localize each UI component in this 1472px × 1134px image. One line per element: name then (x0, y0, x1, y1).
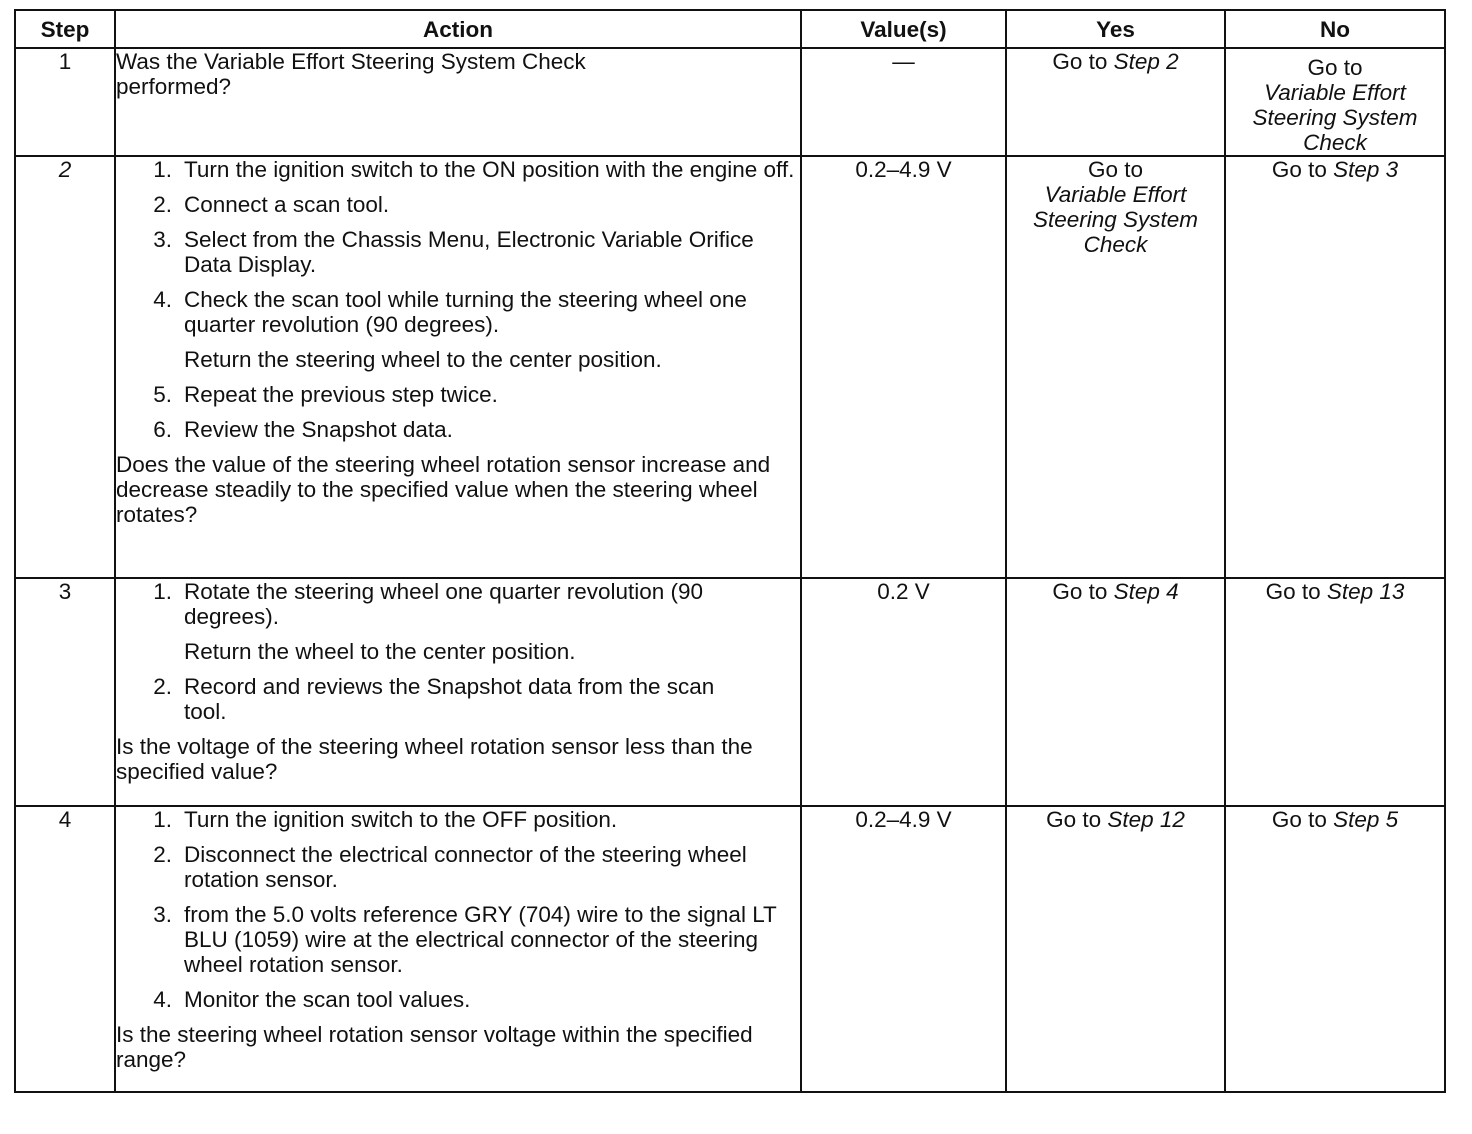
procedure-list (116, 382, 800, 442)
goto-prefix: Go to (1307, 55, 1363, 80)
goto-target: Step 5 (1333, 807, 1399, 832)
action-cell (115, 806, 801, 1092)
list-item (116, 287, 800, 337)
list-item (116, 842, 800, 892)
action-cell (115, 156, 801, 578)
value-cell: 0.2 V (801, 578, 1006, 806)
list-item (116, 417, 800, 442)
yes-cell (1006, 806, 1225, 1092)
goto-target: Variable Effort Steering System Check (1032, 182, 1199, 257)
goto-prefix: Go to (1271, 157, 1327, 182)
item-number: 2. (153, 842, 172, 867)
list-item (116, 192, 800, 217)
procedure-list (116, 674, 800, 724)
header-no: No (1225, 10, 1445, 48)
table-row (15, 156, 1445, 578)
item-number: 6. (153, 417, 172, 442)
item-number: 2. (153, 674, 172, 699)
item-note: Return the steering wheel to the center position. (184, 347, 662, 372)
item-text: from the 5.0 volts reference GRY (704) wire to the signal LT BLU (1059) wire at the electrical connector of the steering wheel rotation sensor. (184, 902, 777, 977)
list-item (116, 807, 800, 832)
step-number: 4 (15, 806, 115, 1092)
list-item (116, 579, 800, 629)
yes-cell (1006, 578, 1225, 806)
item-number: 4. (153, 287, 172, 312)
item-number: 1. (153, 807, 172, 832)
item-text: Connect a scan tool. (184, 192, 390, 217)
list-item (116, 987, 800, 1012)
goto-target: Step 4 (1113, 579, 1179, 604)
list-item (116, 382, 800, 407)
item-text: Disconnect the electrical connector of the steering wheel rotation sensor. (184, 842, 747, 892)
goto-prefix: Go to (1271, 807, 1327, 832)
list-item (116, 902, 800, 977)
list-item (116, 674, 800, 724)
item-number: 1. (153, 579, 172, 604)
no-cell (1225, 578, 1445, 806)
item-text: Repeat the previous step twice. (184, 382, 498, 407)
action-question: Does the value of the steering wheel rotation sensor increase and decrease steadily to the specified value when the steering wheel rotates? (116, 452, 771, 527)
action-cell (115, 578, 801, 806)
action-question: Was the Variable Effort Steering System Check performed? (116, 49, 586, 99)
no-cell (1225, 156, 1445, 578)
procedure-list (116, 579, 800, 629)
no-cell (1225, 48, 1445, 156)
list-item (116, 227, 800, 277)
action-question: Is the voltage of the steering wheel rotation sensor less than the specified value? (116, 734, 753, 784)
goto-prefix: Go to (1265, 579, 1321, 604)
item-text: Select from the Chassis Menu, Electronic Variable Orifice Data Display. (184, 227, 754, 277)
goto-prefix: Go to (1087, 157, 1144, 182)
header-action: Action (115, 10, 801, 48)
item-text: Turn the ignition switch to the ON position with the engine off. (184, 157, 795, 182)
item-number: 4. (153, 987, 172, 1012)
header-row (15, 10, 1445, 48)
table-row (15, 48, 1445, 156)
item-number: 3. (153, 902, 172, 927)
item-text: Review the Snapshot data. (184, 417, 453, 442)
header-step: Step (15, 10, 115, 48)
goto-target: Step 12 (1107, 807, 1185, 832)
yes-cell (1006, 156, 1225, 578)
item-text: Record and reviews the Snapshot data from the scan tool. (184, 674, 715, 724)
table-row (15, 806, 1445, 1092)
goto-prefix: Go to (1052, 49, 1108, 74)
step-number: 2 (15, 156, 115, 578)
action-question: Is the steering wheel rotation sensor voltage within the specified range? (116, 1022, 753, 1072)
step-number: 3 (15, 578, 115, 806)
item-note: Return the wheel to the center position. (184, 639, 576, 664)
goto-prefix: Go to (1046, 807, 1102, 832)
item-text: Turn the ignition switch to the OFF position. (184, 807, 618, 832)
goto-target: Step 3 (1333, 157, 1399, 182)
header-values: Value(s) (801, 10, 1006, 48)
table-row (15, 578, 1445, 806)
item-number: 1. (153, 157, 172, 182)
item-text: Check the scan tool while turning the steering wheel one quarter revolution (90 degrees). (184, 287, 747, 337)
value-cell: — (801, 48, 1006, 156)
step-number: 1 (15, 48, 115, 156)
item-text: Monitor the scan tool values. (184, 987, 471, 1012)
goto-target: Variable Effort Steering System Check (1252, 80, 1418, 155)
item-number: 2. (153, 192, 172, 217)
procedure-list (116, 157, 800, 337)
yes-cell (1006, 48, 1225, 156)
procedure-list (116, 807, 800, 1012)
goto-target: Step 13 (1326, 579, 1405, 604)
goto-prefix: Go to (1052, 579, 1108, 604)
no-cell (1225, 806, 1445, 1092)
action-cell (115, 48, 801, 156)
goto-target: Step 2 (1113, 49, 1179, 74)
item-number: 3. (153, 227, 172, 252)
value-cell: 0.2–4.9 V (801, 156, 1006, 578)
item-text: Rotate the steering wheel one quarter revolution (90 degrees). (184, 579, 704, 629)
item-number: 5. (153, 382, 172, 407)
list-item (116, 157, 800, 182)
diagnostic-table (14, 9, 1446, 1093)
value-cell: 0.2–4.9 V (801, 806, 1006, 1092)
header-yes: Yes (1006, 10, 1225, 48)
